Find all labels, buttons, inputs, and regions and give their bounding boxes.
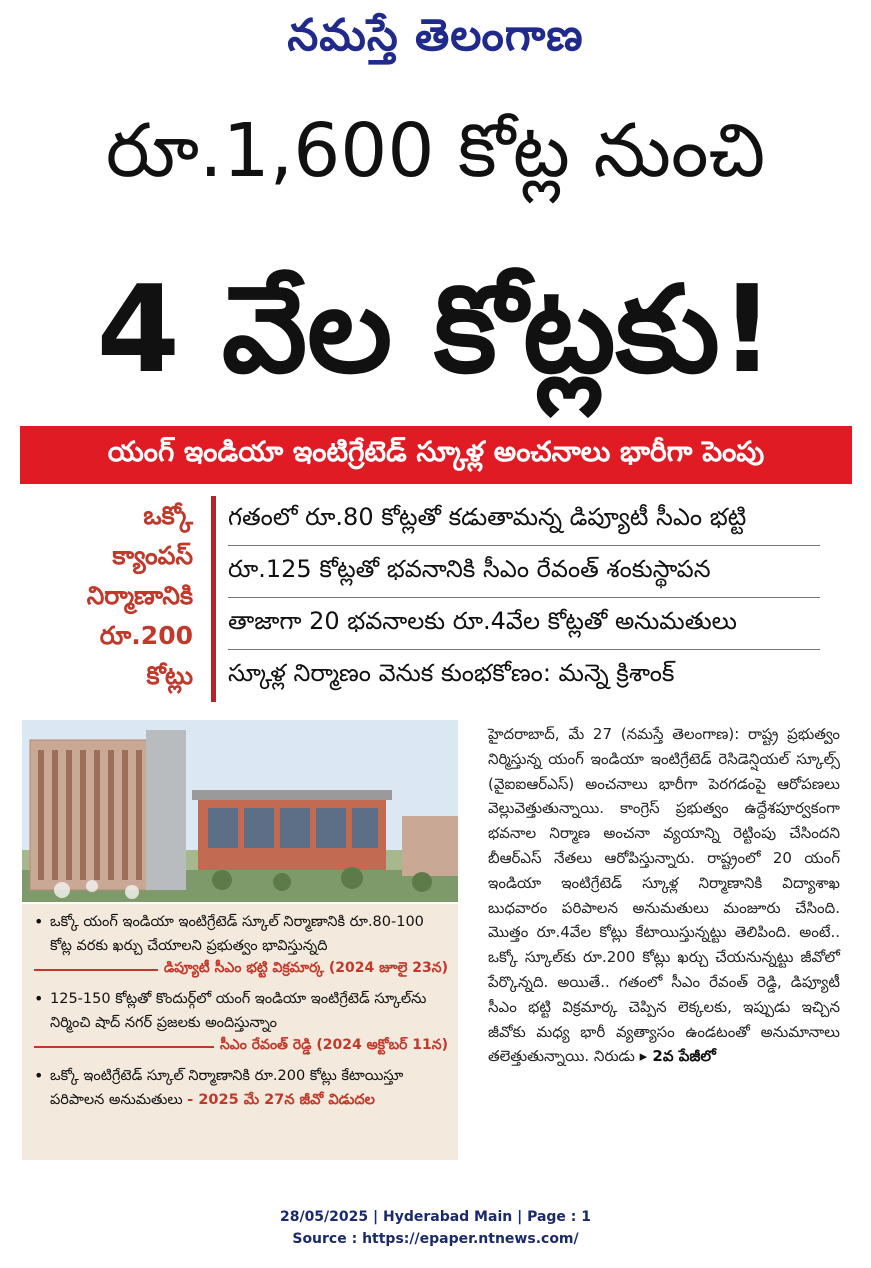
quote-item	[34, 1064, 448, 1112]
highlight-box	[20, 496, 216, 702]
highlight-line: రూ.200	[99, 621, 193, 650]
article-body	[488, 722, 840, 1069]
deck-list	[228, 494, 820, 702]
building-illustration	[22, 720, 458, 902]
quote-text: • ఒక్కో యంగ్ ఇండియా ఇంటిగ్రేటెడ్ స్కూల్ నిర్మాణానికి రూ.80-100 కోట్ల వరకు ఖర్చు చేయాలని ప్రభుత్వం భావిస్తున్నది	[34, 910, 448, 958]
quote-attribution: డిప్యూటీ సీఎం భట్టి విక్రమార్క (2024 జూలై 23న)	[163, 960, 448, 976]
quote-text	[34, 1064, 448, 1112]
subheadline-banner: యంగ్ ఇండియా ఇంటిగ్రేటెడ్ స్కూళ్ల అంచనాలు భారీగా పెంపు	[20, 426, 852, 484]
masthead: నమస్తే తెలంగాణ	[287, 10, 584, 61]
highlight-line: క్యాంపస్	[112, 541, 193, 570]
highlight-line: కోట్లు	[146, 661, 193, 690]
quote-attribution: - 2025 మే 27న జీవో విడుదల	[187, 1092, 375, 1108]
deck-line: రూ.125 కోట్లతో భవనానికి సీఎం రేవంత్ శంకుస్థాపన	[228, 546, 820, 598]
quotes-box	[22, 904, 458, 1160]
footer-source: Source : https://epaper.ntnews.com/	[292, 1231, 579, 1247]
attribution-rule	[34, 1046, 214, 1048]
quote-item	[34, 987, 448, 1056]
school-building-photo	[22, 720, 458, 902]
quote-text-main: ఒక్కో ఇంటిగ్రేటెడ్ స్కూల్ నిర్మాణానికి రూ.200 కోట్లు కేటాయిస్తూ పరిపాలన అనుమతులు	[50, 1068, 404, 1108]
quote-text: • 125-150 కోట్లతో కొందుర్గ్‌లో యంగ్ ఇండియా ఇంటిగ్రేటెడ్ స్కూల్‌ను నిర్మించి షాద్ నగర్ ప్రజలకు అందిస్తున్నాం	[34, 987, 448, 1035]
deck-line: గతంలో రూ.80 కోట్లతో కడుతామన్న డిప్యూటీ సీఎం భట్టి	[228, 494, 820, 546]
headline-line-1: రూ.1,600 కోట్ల నుంచి	[105, 108, 766, 194]
quote-attribution-row	[34, 1037, 448, 1056]
deck-line: తాజాగా 20 భవనాలకు రూ.4వేల కోట్లతో అనుమతులు	[228, 598, 820, 650]
highlight-line: ఒక్కో	[143, 501, 193, 530]
quote-item	[34, 910, 448, 979]
highlight-line: నిర్మాణానికి	[86, 581, 193, 610]
quote-attribution-row	[34, 960, 448, 979]
deck-line: స్కూళ్ల నిర్మాణం వెనుక కుంభకోణం: మన్నె క్రిశాంక్	[228, 659, 675, 687]
headline-line-2: 4 వేల కోట్లకు!	[96, 261, 775, 400]
footer-edition-info: 28/05/2025 | Hyderabad Main | Page : 1	[279, 1209, 592, 1225]
continued-label: 2వ పేజీలో	[652, 1047, 716, 1066]
page-footer	[0, 1206, 871, 1250]
attribution-rule	[34, 969, 158, 971]
article-text: హైదరాబాద్, మే 27 (నమస్తే తెలంగాణ): రాష్ట్ర ప్రభుత్వం నిర్మిస్తున్న యంగ్ ఇండియా ఇంటిగ్రేటెడ్ రెసిడెన్షియల్ స్కూల్స్ (వైఐఐఆర్ఎస్) అంచనాలు భారీగా పెరగడంపై ఆరోపణలు వెల్లువెత్తుతున్నాయి. కాంగ్రెస్ ప్రభుత్వం ఉద్దేశపూర్వకంగా భవనాల నిర్మాణ అంచనా వ్యయాన్ని రెట్టింపు చేసిందని బీఆర్ఎస్ నేతలు ఆరోపిస్తున్నారు. రాష్ట్రంలో 20 యంగ్ ఇండియా ఇంటిగ్రేటెడ్ స్కూళ్ల నిర్మాణానికి విద్యాశాఖ బుధవారం పరిపాలన అనుమతులు మంజూరు చేసింది. మొత్తం రూ.4వేల కోట్లు కేటాయిస్తున్నట్టు తెలిపింది. అంటే.. ఒక్కో స్కూల్‌కు రూ.200 కోట్లు ఖర్చు చేయనున్నట్టు జీవోలో పేర్కొన్నది. అయితే.. గతంలో సీఎం రేవంత్ రెడ్డి, డిప్యూటీ సీఎం భట్టి విక్రమార్క చెప్పిన లెక్కలకు, ఇప్పుడు ఇచ్చిన జీవోకు మధ్య భారీ వ్యత్యాసం ఉండటంతో అనుమానాలు తలెత్తుతున్నాయి. నిరుడు	[488, 725, 840, 1066]
continued-marker: ▸ 2వ పేజీలో	[639, 1047, 716, 1066]
quote-attribution: సీఎం రేవంత్ రెడ్డి (2024 అక్టోబర్ 11న)	[219, 1037, 448, 1053]
